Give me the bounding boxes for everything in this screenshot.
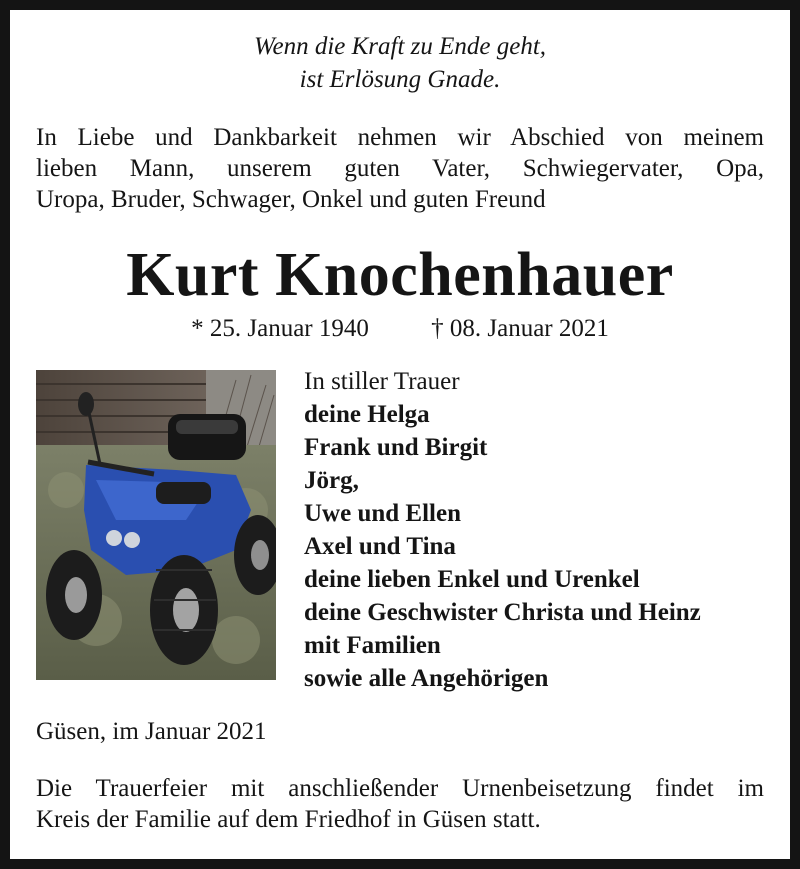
- mourner-entry: sowie alle Angehörigen: [304, 665, 549, 692]
- mourner-entry: Uwe und Ellen: [304, 500, 461, 527]
- place-and-date: Güsen, im Januar 2021: [36, 718, 267, 745]
- intro-line-1: In Liebe und Dankbarkeit nehmen wir Abschied von meinem: [36, 124, 764, 151]
- mourner-entry: Axel und Tina: [304, 533, 456, 560]
- life-dates: [10, 313, 790, 345]
- mourner-entry: Jörg,: [304, 467, 359, 494]
- mourners-list: [304, 365, 701, 695]
- mourner-entry: deine lieben Enkel und Urenkel: [304, 566, 640, 593]
- intro-line-3: Uropa, Bruder, Schwager, Onkel und guten Freund: [36, 186, 546, 213]
- mourner-entry: deine Geschwister Christa und Heinz: [304, 599, 701, 626]
- mourner-entry: deine Helga: [304, 401, 430, 428]
- funeral-info: [36, 773, 764, 835]
- motto: [10, 30, 790, 96]
- quad-bike-photo: [36, 370, 276, 680]
- intro-text: [36, 122, 764, 215]
- intro-line-2: lieben Mann, unserem guten Vater, Schwiegervater, Opa,: [36, 155, 764, 182]
- mourner-entry: Frank und Birgit: [304, 434, 488, 461]
- mourners-intro: In stiller Trauer: [304, 368, 460, 395]
- funeral-info-line-2: Kreis der Familie auf dem Friedhof in Güsen statt.: [36, 806, 541, 833]
- deceased-name: Kurt Knochenhauer: [126, 241, 674, 309]
- quad-bike-image: [36, 370, 276, 680]
- death-date: † 08. Januar 2021: [431, 315, 609, 342]
- mourner-entry: mit Familien: [304, 632, 441, 659]
- funeral-info-line-1: Die Trauerfeier mit anschließender Urnenbeisetzung findet im: [36, 775, 764, 802]
- motto-line-1: Wenn die Kraft zu Ende geht,: [253, 33, 547, 60]
- motto-line-2: ist Erlösung Gnade.: [299, 66, 501, 93]
- birth-date: * 25. Januar 1940: [191, 315, 369, 342]
